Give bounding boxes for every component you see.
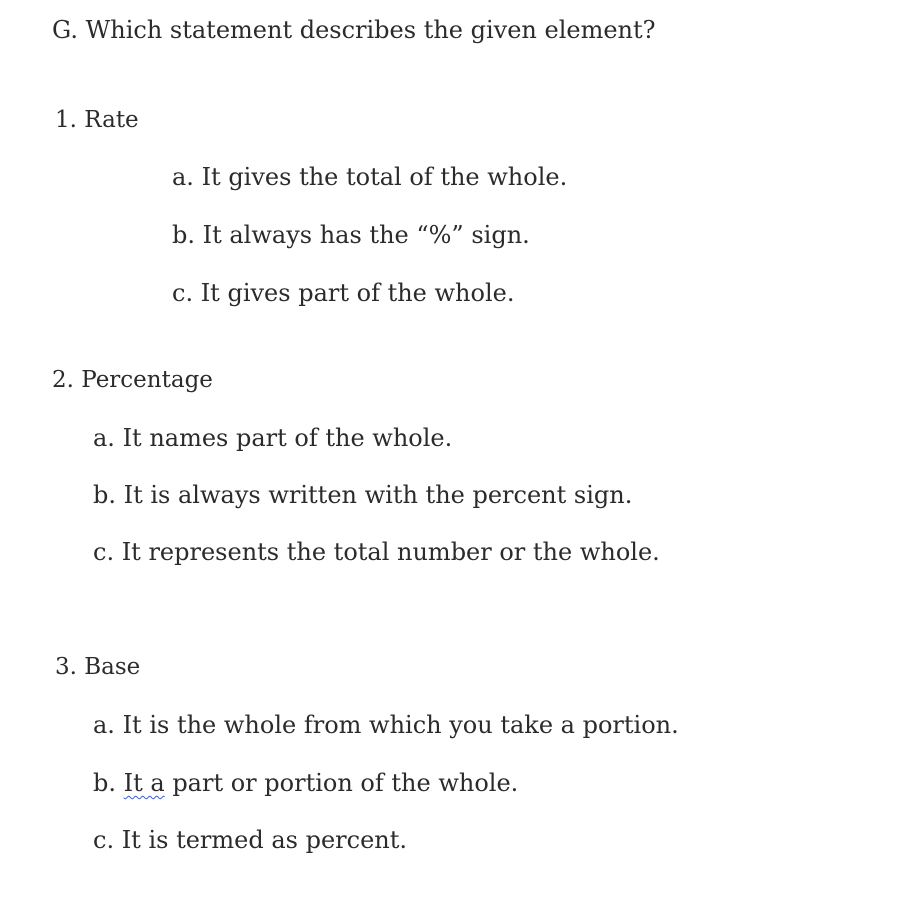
question-2-option-a: a. It names part of the whole. <box>93 424 453 452</box>
question-2-option-c: c. It represents the total number or the whole. <box>93 538 660 566</box>
question-3-option-a: a. It is the whole from which you take a portion. <box>93 711 679 739</box>
question-1-option-c: c. It gives part of the whole. <box>172 279 515 307</box>
question-3-option-c: c. It is termed as percent. <box>93 826 408 854</box>
section-heading: G. Which statement describes the given element? <box>52 16 656 44</box>
question-1-label: 1. Rate <box>55 107 139 133</box>
question-3-option-b <box>93 769 518 797</box>
question-2-option-b: b. It is always written with the percent sign. <box>93 481 633 509</box>
question-1-option-a: a. It gives the total of the whole. <box>172 163 568 191</box>
question-1-option-b: b. It always has the “%” sign. <box>172 221 530 249</box>
question-2-label: 2. Percentage <box>52 367 213 393</box>
question-3-label: 3. Base <box>55 654 141 680</box>
question-3-option-b-rest: part or portion of the whole. <box>164 769 519 797</box>
spellcheck-flagged-text[interactable]: It a <box>123 769 165 797</box>
question-3-option-b-prefix: b. <box>93 769 124 797</box>
